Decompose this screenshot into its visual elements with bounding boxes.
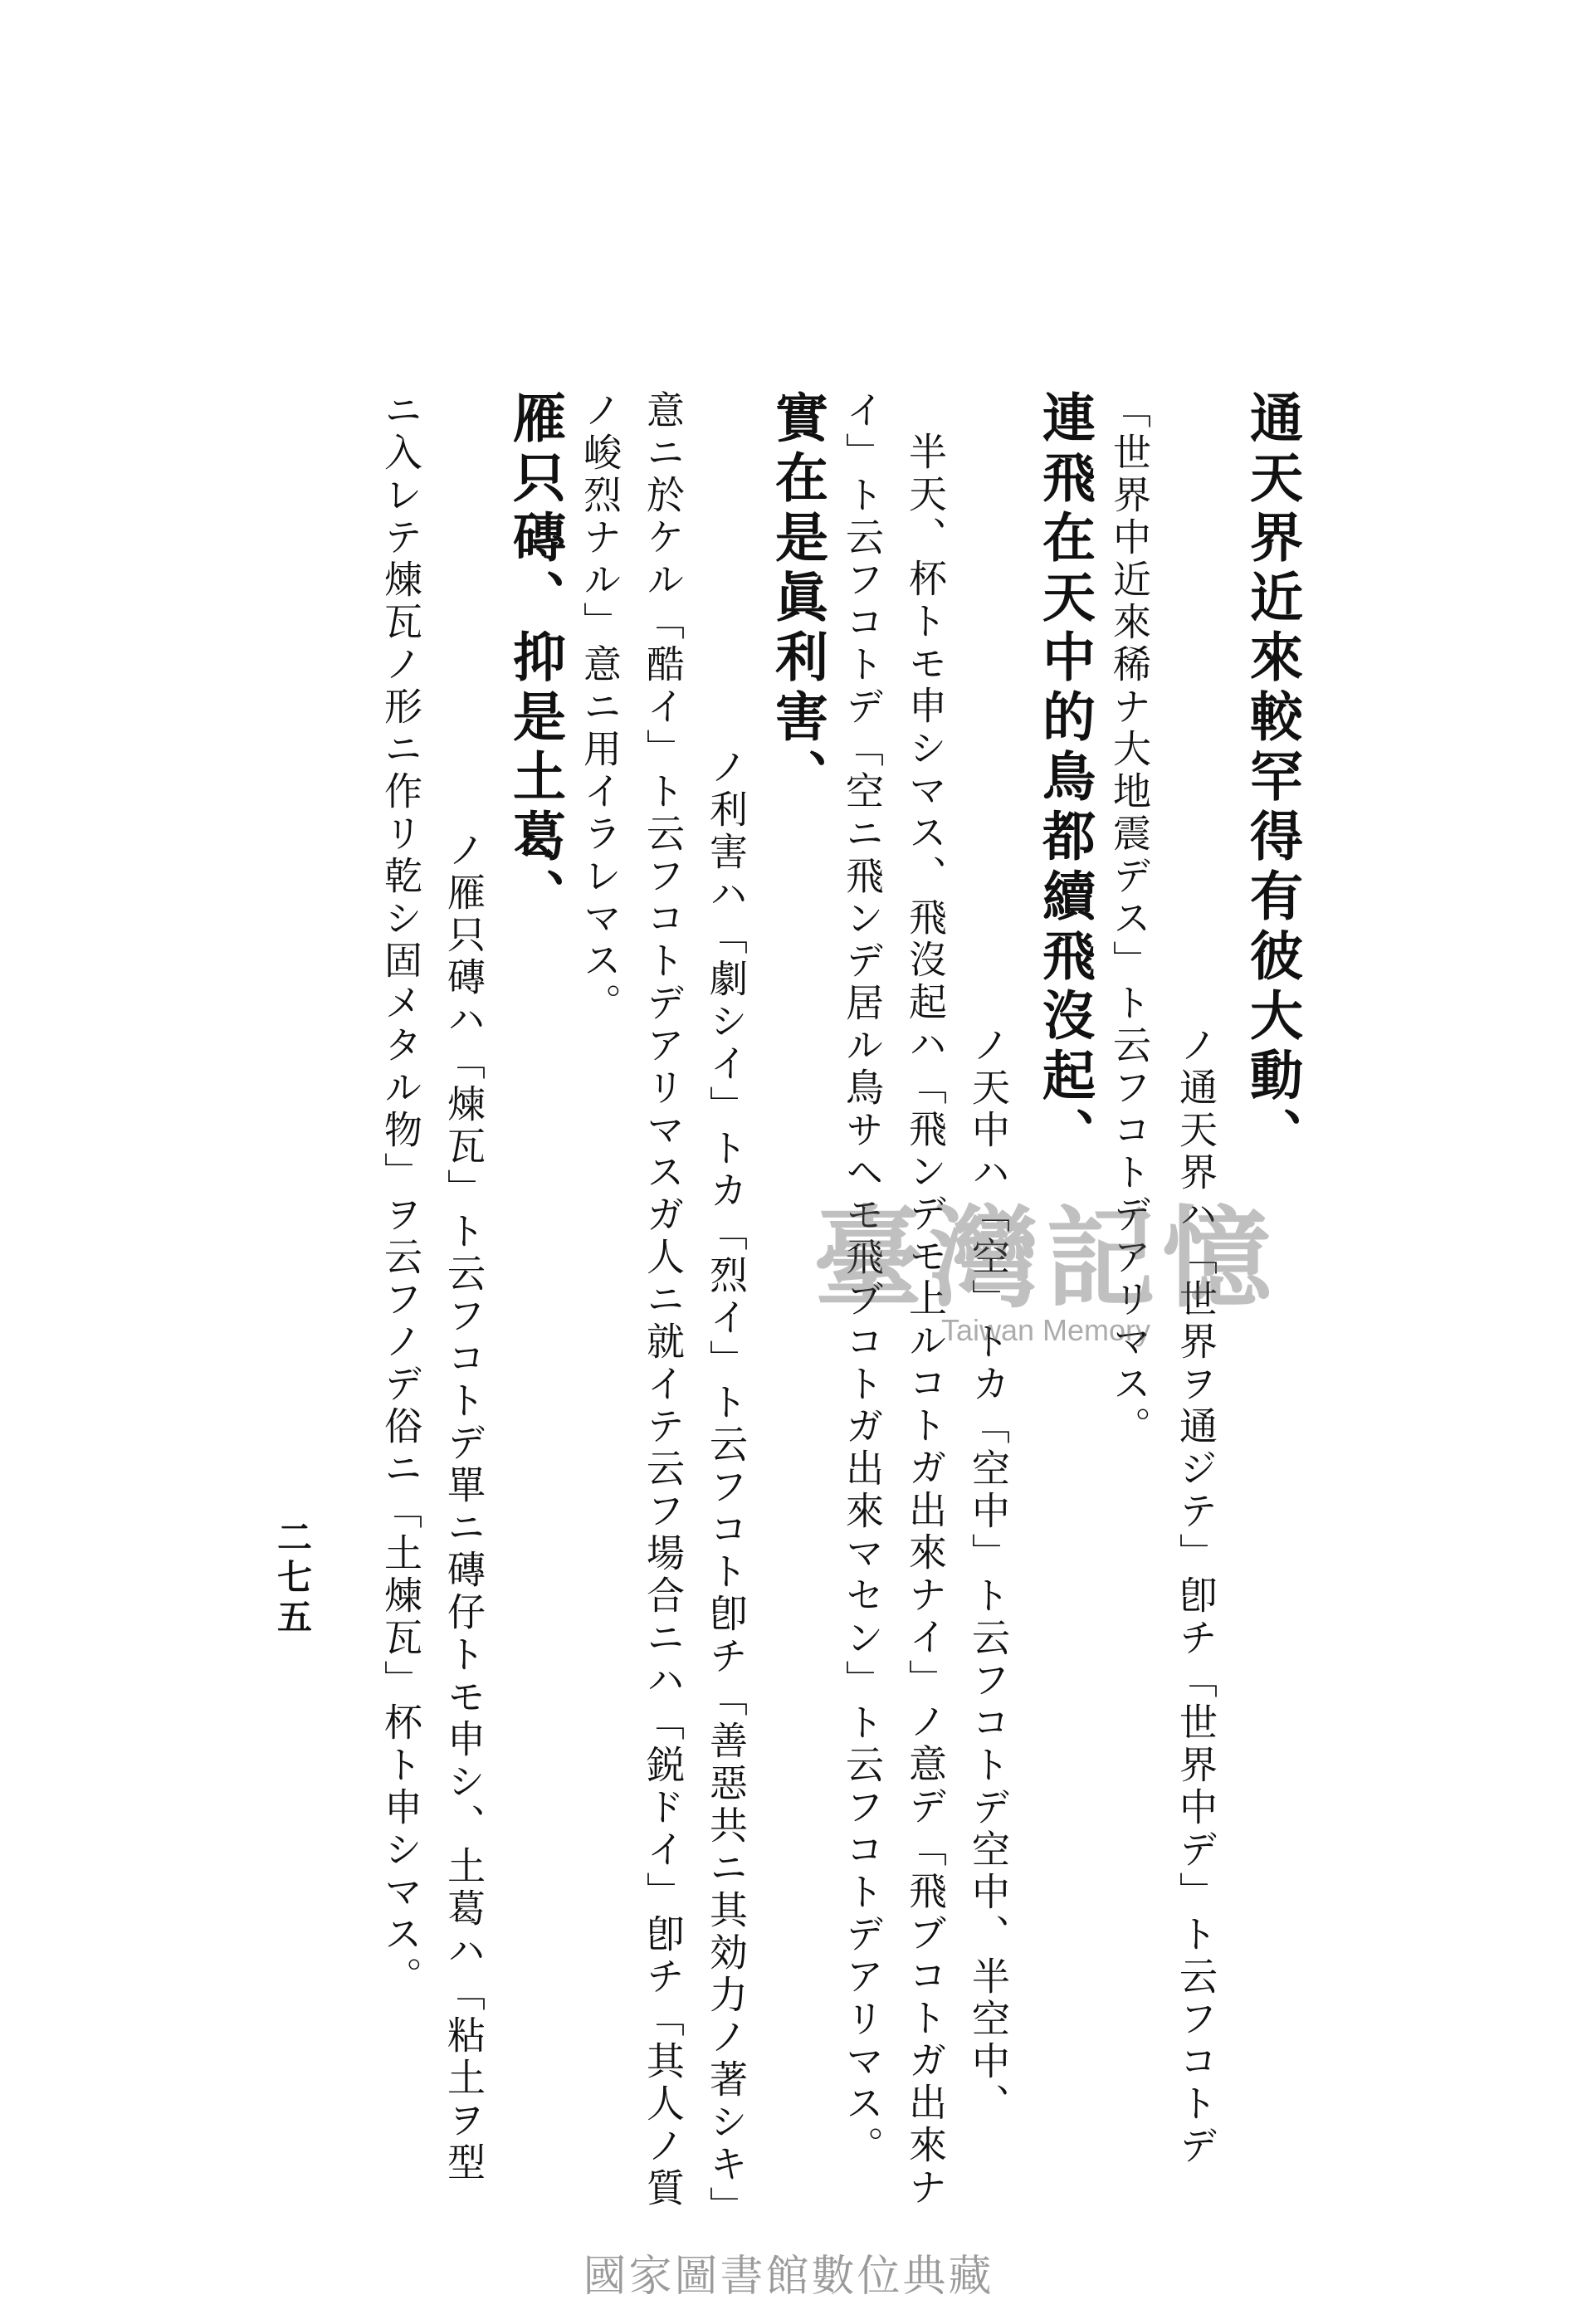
headword-line-3: 實在是眞利害、 [766,390,828,808]
gloss-line-7: 意ニ於ケル「酷イ」ト云フコトデアリマスガ人ニ就イテ云フ場合ニハ「鋭ドイ」卽チ「其人ノ質 [641,390,686,2210]
gloss-line-8: ノ峻烈ナル」意ニ用イラレマス。 [578,390,622,1025]
gloss-line-6: ノ利害ハ「劇シイ」トカ「烈イ」ト云フコト卽チ「善惡共ニ其効力ノ著シキ」 [704,747,749,2229]
headword-line-1: 通天界近來較罕得有彼大動、 [1241,390,1303,1167]
gloss-line-1: ノ通天界ハ「世界ヲ通ジテ」卽チ「世界中デ」ト云フコトデ [1174,1025,1218,2168]
watermark-chinese-text: 臺灣記憶 [813,1194,1278,1323]
gloss-line-3: ノ天中ハ「空」トカ「空中」ト云フコトデ空中、半空中、 [966,1025,1011,2126]
headword-line-4: 雁只磚、抑是土葛、 [504,390,566,928]
watermark-english-text: Taiwan Memory [940,1313,1151,1347]
gloss-line-2: 「世界中近來稀ナ大地震デス」ト云フコトデアリマス。 [1107,390,1152,1448]
gloss-line-4: 半天、杯トモ申シマス、飛沒起ハ「飛ンデモ上ルコトガ出來ナイ」ノ意デ「飛ブコトガ出來ナ [903,432,948,2209]
headword-line-2: 連飛在天中的鳥都續飛沒起、 [1033,390,1096,1167]
footer-collection-credit: 國家圖書館數位典藏 [583,2252,994,2302]
gloss-line-10: ニ入レテ煉瓦ノ形ニ作リ乾シ固メタル物」ヲ云フノデ俗ニ「土煉瓦」杯ト申シマス。 [378,390,423,1999]
gloss-line-5: イ」ト云フコトデ「空ニ飛ンデ居ル鳥サヘモ飛ブコトガ出來マセン」ト云フコトデアリマス。 [840,390,885,2168]
gloss-line-9: ノ雁只磚ハ「煉瓦」ト云フコトデ單ニ磚仔トモ申シ、土葛ハ「粘土ヲ型 [442,830,486,2185]
page-number: 二七五 [272,1519,313,1638]
